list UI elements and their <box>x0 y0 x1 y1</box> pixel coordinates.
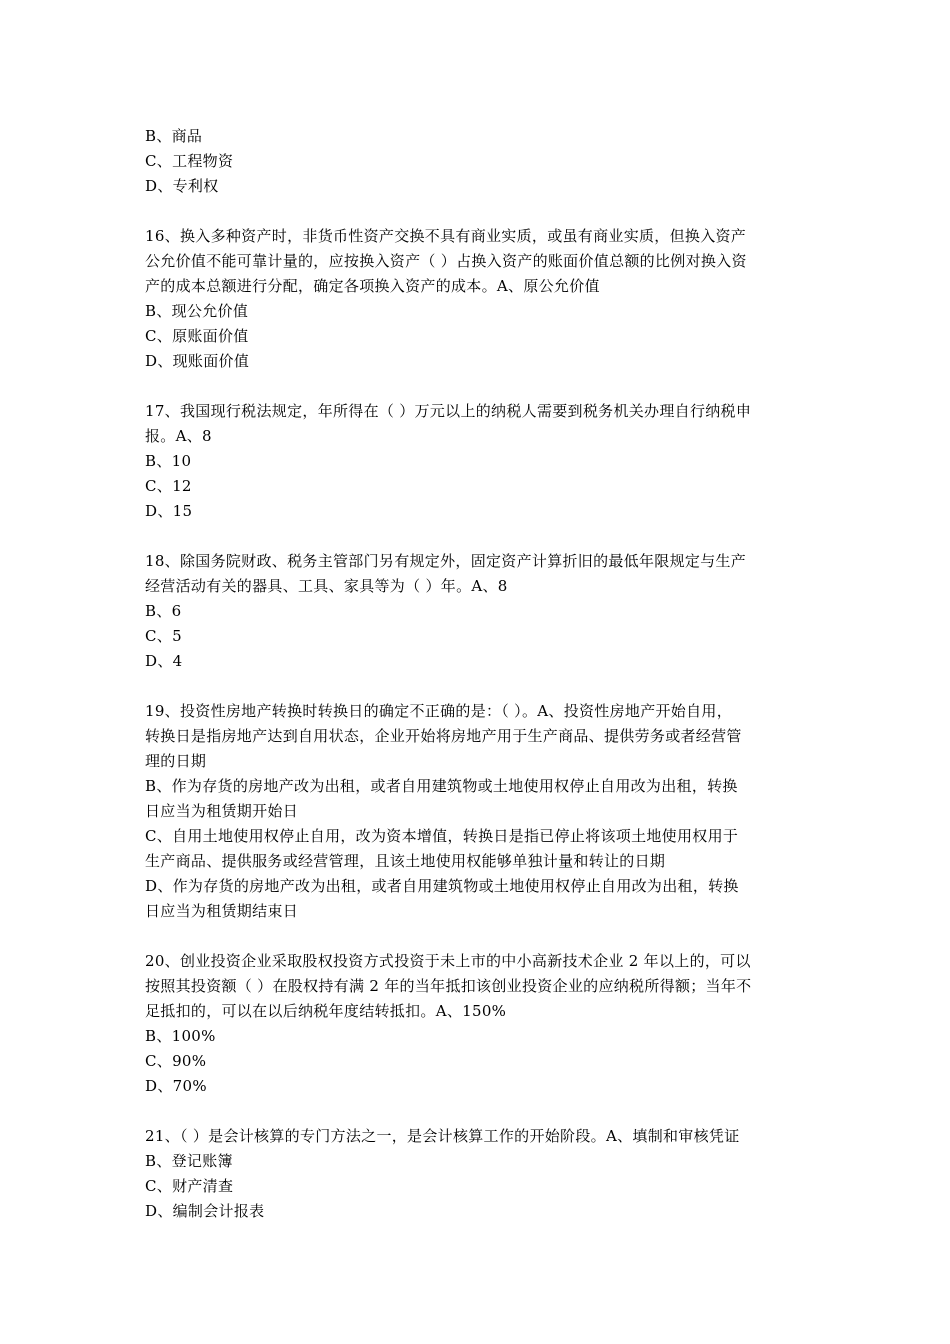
option-d: D、编制会计报表 <box>145 1202 265 1220</box>
question-17 <box>145 399 810 524</box>
option-c: C、90% <box>145 1052 207 1070</box>
question-20 <box>145 949 810 1099</box>
question-text: 理的日期 <box>145 752 207 770</box>
option-d: D、专利权 <box>145 177 219 195</box>
question-text: 报。A、8 <box>145 427 212 445</box>
option-c: C、12 <box>145 477 192 495</box>
question-16 <box>145 224 810 374</box>
option-b: B、商品 <box>145 127 203 145</box>
option-b: B、10 <box>145 452 192 470</box>
question-text: 公允价值不能可靠计量的，应按换入资产（ ）占换入资产的账面价值总额的比例对换入资 <box>145 252 747 270</box>
option-c: C、5 <box>145 627 182 645</box>
question-text: 按照其投资额（ ）在股权持有满 2 年的当年抵扣该创业投资企业的应纳税所得额；当年不 <box>145 977 752 995</box>
question-text: 经营活动有关的器具、工具、家具等为（ ）年。A、8 <box>145 577 508 595</box>
option-c: 生产商品、提供服务或经营管理，且该土地使用权能够单独计量和转让的日期 <box>145 852 666 870</box>
question-21 <box>145 1124 810 1224</box>
option-b: B、100% <box>145 1027 216 1045</box>
option-c: C、原账面价值 <box>145 327 249 345</box>
option-d: D、作为存货的房地产改为出租，或者自用建筑物或土地使用权停止自用改为出租，转换 <box>145 877 739 895</box>
option-d: 日应当为租赁期结束日 <box>145 902 299 920</box>
spacer <box>145 1099 810 1124</box>
question-text: 16、换入多种资产时，非货币性资产交换不具有商业实质，或虽有商业实质，但换入资产 <box>145 227 747 245</box>
question-text: 转换日是指房地产达到自用状态，企业开始将房地产用于生产商品、提供劳务或者经营管 <box>145 727 742 745</box>
option-b: B、登记账簿 <box>145 1152 233 1170</box>
option-c: C、工程物资 <box>145 152 234 170</box>
option-d: D、4 <box>145 652 183 670</box>
question-18 <box>145 549 810 674</box>
spacer <box>145 924 810 949</box>
option-d: D、70% <box>145 1077 207 1095</box>
option-b: B、现公允价值 <box>145 302 249 320</box>
option-d: D、15 <box>145 502 193 520</box>
question-text: 20、创业投资企业采取股权投资方式投资于未上市的中小高新技术企业 2 年以上的，可以 <box>145 952 751 970</box>
question-text: 18、除国务院财政、税务主管部门另有规定外，固定资产计算折旧的最低年限规定与生产 <box>145 552 747 570</box>
option-c: C、财产清查 <box>145 1177 234 1195</box>
option-b: 日应当为租赁期开始日 <box>145 802 299 820</box>
option-b: B、作为存货的房地产改为出租，或者自用建筑物或土地使用权停止自用改为出租，转换 <box>145 777 738 795</box>
question-text: 足抵扣的，可以在以后纳税年度结转抵扣。A、150% <box>145 1002 507 1020</box>
option-b: B、6 <box>145 602 182 620</box>
option-c: C、自用土地使用权停止自用，改为资本增值，转换日是指已停止将该项土地使用权用于 <box>145 827 739 845</box>
question-text: 产的成本总额进行分配，确定各项换入资产的成本。A、原公允价值 <box>145 277 600 295</box>
question-text: 17、我国现行税法规定，年所得在（ ）万元以上的纳税人需要到税务机关办理自行纳税申 <box>145 402 752 420</box>
question-15-options <box>145 124 810 199</box>
spacer <box>145 374 810 399</box>
question-list <box>145 124 810 1224</box>
question-text: 21、（ ）是会计核算的专门方法之一，是会计核算工作的开始阶段。A、填制和审核凭证 <box>145 1127 740 1145</box>
spacer <box>145 199 810 224</box>
spacer <box>145 524 810 549</box>
option-d: D、现账面价值 <box>145 352 250 370</box>
question-19 <box>145 699 810 924</box>
question-text: 19、投资性房地产转换时转换日的确定不正确的是：（ ）。A、投资性房地产开始自用， <box>145 702 732 720</box>
spacer <box>145 674 810 699</box>
